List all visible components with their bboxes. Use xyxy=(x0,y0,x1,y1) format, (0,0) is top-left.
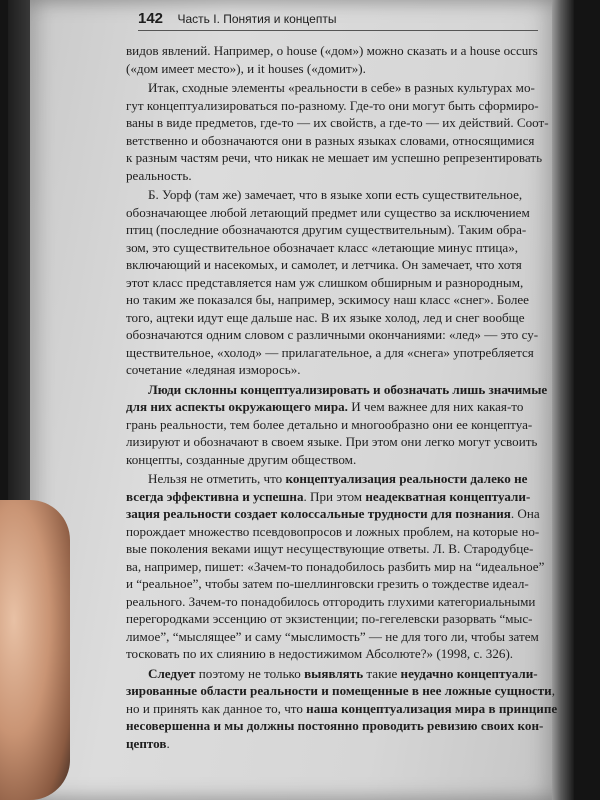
text-line xyxy=(126,79,544,97)
text-line xyxy=(126,381,548,399)
bold-text: цептов xyxy=(126,735,167,751)
bold-text: для них аспекты окружающего мира. xyxy=(126,399,348,414)
text-line xyxy=(126,361,544,379)
text-run: лимое”, “мыслящее” и саму “мыслимость” — не для того ли, чтобы затем xyxy=(126,628,539,644)
text-run: поэтому не только xyxy=(195,665,305,681)
text-run: ва, например, пишет: «Зачем-то понадобилось разбить мир на “идеальное” xyxy=(126,558,545,574)
text-line xyxy=(126,700,558,718)
text-line xyxy=(126,291,544,309)
paragraph xyxy=(126,381,548,469)
text-line xyxy=(126,42,544,60)
text-run: зом, это существительное обозначает класс «летающие минус птица», xyxy=(126,239,519,255)
text-line xyxy=(126,610,544,628)
text-line xyxy=(126,204,544,222)
text-run: . xyxy=(166,735,170,751)
paragraph xyxy=(126,186,544,379)
text-line xyxy=(126,645,544,663)
text-line xyxy=(126,344,544,362)
body-text xyxy=(126,42,558,752)
text-run: того, ацтеки идут еще дальше нас. В их языке холод, лед и снег вообще xyxy=(126,309,525,325)
text-line xyxy=(126,132,544,150)
thumb xyxy=(0,500,70,800)
running-head xyxy=(138,10,538,31)
text-run: гут концептуализироваться по-разному. Где-то они могут быть сформиро- xyxy=(126,97,539,113)
text-run: но таким же показался бы, например, эскимосу наш класс «снег». Более xyxy=(126,292,529,307)
text-line xyxy=(126,221,544,239)
text-run: вые поколения веками ищут несуществующие ответы. Л. В. Стародубце- xyxy=(126,541,534,556)
text-run: . Она xyxy=(510,506,540,521)
text-run: сочетание «ледяная изморось». xyxy=(126,362,301,377)
text-line xyxy=(126,326,544,344)
text-run: обозначаются одним словом с различными окончаниями: «лед» — это су- xyxy=(126,327,539,342)
text-line xyxy=(126,416,544,434)
paragraph xyxy=(126,470,544,663)
text-line xyxy=(126,470,544,488)
text-line xyxy=(126,717,544,735)
text-line xyxy=(126,665,544,683)
bold-text: выявлять xyxy=(304,665,364,681)
text-run: реальность. xyxy=(126,167,192,183)
text-line xyxy=(126,114,549,132)
bold-text: зированные области реальности и помещенные в нее ложные сущности xyxy=(126,683,552,698)
text-line xyxy=(126,575,544,593)
text-run: и “реальное”, чтобы затем по-шеллинговски грезить о тождестве идеал- xyxy=(126,576,529,591)
text-run: обозначающее любой летающий предмет или существо за исключением xyxy=(126,204,530,220)
text-line xyxy=(126,256,544,274)
bold-text: Люди склонны концептуализировать и обозначать лишь значимые xyxy=(148,381,548,397)
text-line xyxy=(126,149,544,167)
text-run: грань реальности, тем более детально и многообразно они ее концептуа- xyxy=(126,416,533,432)
text-line xyxy=(126,505,544,523)
text-run: . При этом xyxy=(303,488,366,504)
text-line xyxy=(126,558,544,576)
text-run: Б. Уорф (там же) замечает, что в языке хопи есть существительное, xyxy=(148,187,523,202)
bold-text: несовершенна и мы должны постоянно проводить ревизию своих кон- xyxy=(126,718,544,733)
bold-text: зация реальности создает колоссальные трудности для познания xyxy=(126,506,511,521)
text-line xyxy=(126,60,544,78)
text-run: Нельзя не отметить, что xyxy=(148,471,286,486)
text-run: концепты, созданные другим обществом. xyxy=(126,451,357,467)
text-run: реального. Зачем-то понадобилось отгородить глухими категориальными xyxy=(126,593,536,609)
text-run: Итак, сходные элементы «реальности в себе» в разных культурах мо- xyxy=(148,80,535,95)
text-line xyxy=(126,523,544,541)
text-run: («дом имеет место»), и it houses («домит»). xyxy=(126,60,366,76)
text-run: тосковать по их слиянию в недостижимом Абсолюте?» (1998, с. 326). xyxy=(126,646,514,661)
text-run: ваны в виде предметов, где-то — их свойств, а где-то — их действий. Соот- xyxy=(126,115,549,130)
text-run: ществительное, «холод» — прилагательное, а для «снега» употребляется xyxy=(126,344,534,360)
paragraph xyxy=(126,42,544,77)
text-run: такие xyxy=(363,665,401,681)
text-line xyxy=(126,540,544,558)
text-line xyxy=(126,186,544,204)
text-line xyxy=(126,628,544,646)
paragraph xyxy=(126,665,558,753)
bold-text: концептуализация реальности далеко не xyxy=(285,471,528,486)
bold-text: неадекватная концептуали- xyxy=(365,488,531,504)
text-run: видов явлений. Например, о house («дом») можно сказать и a house occurs xyxy=(126,43,538,58)
text-run: к разным частям речи, что никак не мешает им успешно репрезентировать xyxy=(126,150,543,165)
text-run: этот класс представляется нам уж слишком обширным и разнородным, xyxy=(126,274,524,290)
bold-text: Следует xyxy=(148,665,196,681)
text-line xyxy=(126,682,555,700)
running-title: Часть I. Понятия и концепты xyxy=(177,12,337,26)
text-run: включающий и насекомых, и самолет, и летчика. Он замечает, что хотя xyxy=(126,257,522,272)
text-line xyxy=(126,488,544,506)
text-run: ветственно и обозначаются они в разных языках словами, относящимися xyxy=(126,132,535,148)
text-line xyxy=(126,593,544,611)
text-line xyxy=(126,309,544,327)
page-number: 142 xyxy=(138,10,164,27)
text-line xyxy=(126,398,544,416)
text-run: птиц (последние обозначаются другим существительным). Таким обра- xyxy=(126,222,527,237)
bold-text: всегда эффективна и успешна xyxy=(126,488,304,504)
text-run: перегородками эссенцию от экзистенции; по-гегелевски разорвать “мыс- xyxy=(126,611,533,626)
text-line xyxy=(126,735,544,753)
text-run: И чем важнее для них какая-то xyxy=(347,399,524,414)
text-line xyxy=(126,274,544,292)
text-line xyxy=(126,239,544,257)
text-line xyxy=(126,433,544,451)
text-line xyxy=(126,167,544,185)
text-run: лизируют и обозначают в своем языке. При этом они легко могут усвоить xyxy=(126,434,538,449)
text-run: порождает множество псевдовопросов и ложных проблем, на которые но- xyxy=(126,523,540,539)
bold-text: наша концептуализация мира в принципе xyxy=(306,700,558,716)
text-line xyxy=(126,451,544,469)
page-stack-edge xyxy=(552,0,574,800)
paragraph xyxy=(126,79,549,184)
text-run: но и принять как данное то, что xyxy=(126,700,307,716)
text-line xyxy=(126,97,544,115)
text-run: , xyxy=(551,683,555,698)
bold-text: неудачно концептуали- xyxy=(400,665,538,681)
